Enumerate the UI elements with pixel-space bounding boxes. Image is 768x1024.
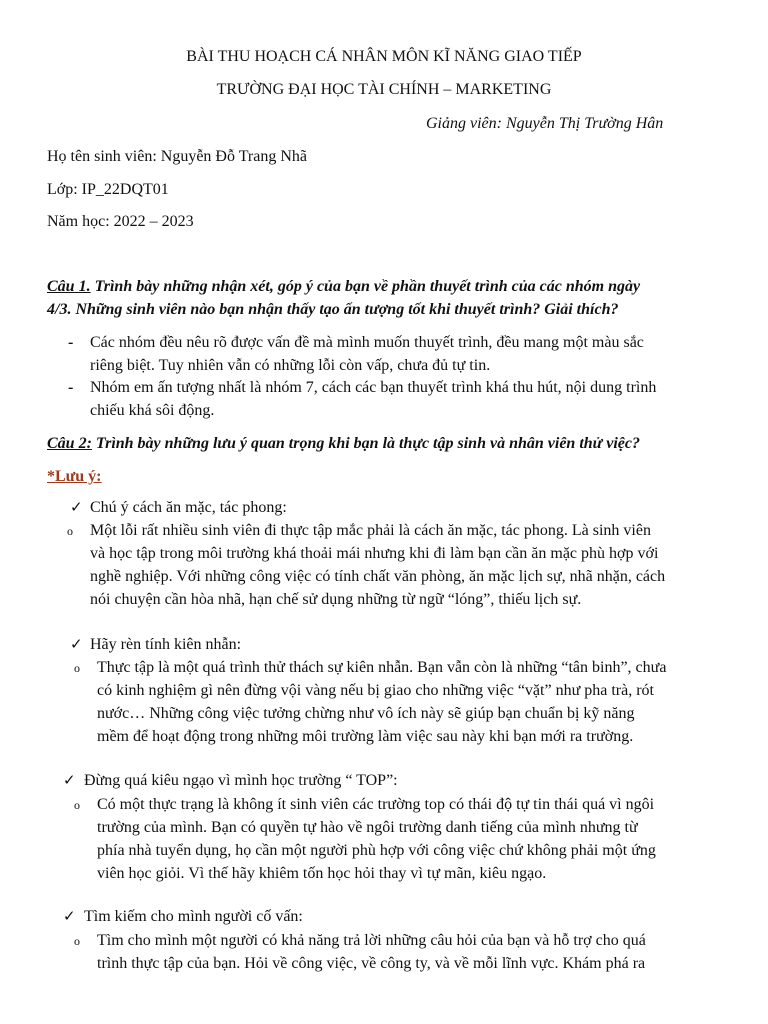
answer-1-bullet-1-line2: riêng biệt. Tuy nhiên vẫn có những lỗi còn vấp, chưa đủ tự tin. bbox=[90, 357, 491, 374]
tip-1-heading: Chú ý cách ăn mặc, tác phong: bbox=[90, 499, 287, 516]
tip-1-line-3: nghề nghiệp. Với những công việc có tính chất văn phòng, ăn mặc lịch sự, nhã nhặn, cách bbox=[90, 568, 666, 585]
answer-1-bullet-1-line1: Các nhóm đều nêu rõ được vấn đề mà mình muốn thuyết trình, đều mang một màu sắc bbox=[90, 334, 644, 351]
question-1-text-line1: Trình bày những nhận xét, góp ý của bạn về phần thuyết trình của các nhóm ngày bbox=[90, 278, 641, 295]
check-icon: ✓ bbox=[63, 909, 76, 925]
tip-1-line-2: và học tập trong môi trường khá thoải mái nhưng khi đi làm bạn cần ăn mặc phù hợp với bbox=[90, 545, 659, 562]
check-icon: ✓ bbox=[70, 500, 83, 516]
circle-bullet-icon: o bbox=[74, 798, 80, 812]
circle-bullet-icon: o bbox=[74, 661, 80, 675]
tip-4-heading: Tìm kiếm cho mình người cố vấn: bbox=[84, 908, 303, 925]
dash-bullet-icon: - bbox=[68, 379, 74, 396]
check-icon: ✓ bbox=[70, 637, 83, 653]
circle-bullet-icon: o bbox=[74, 934, 80, 948]
tip-3-line-2: trường của mình. Bạn có quyền tự hào về ngôi trường danh tiếng của mình nhưng từ bbox=[97, 819, 638, 836]
tip-4-line-2: trình thực tập của bạn. Hỏi về công việc, về công ty, và về mỗi lĩnh vực. Khám phá ra bbox=[97, 955, 646, 972]
question-2-text: Trình bày những lưu ý quan trọng khi bạn là thực tập sinh và nhân viên thử việc? bbox=[91, 435, 640, 452]
tip-3-line-4: viên học giỏi. Vì thế hãy khiêm tốn học hỏi thay vì tự mãn, kiêu ngạo. bbox=[97, 865, 547, 882]
answer-1-bullet-2-line2: chiếu khá sôi động. bbox=[90, 402, 215, 419]
tip-2-heading: Hãy rèn tính kiên nhẫn: bbox=[90, 636, 242, 653]
university-name: TRƯỜNG ĐẠI HỌC TÀI CHÍNH – MARKETING bbox=[216, 81, 552, 98]
dash-bullet-icon: - bbox=[68, 334, 74, 351]
tip-1-line-1: Một lỗi rất nhiều sinh viên đi thực tập mắc phải là cách ăn mặc, tác phong. Là sinh viên bbox=[90, 522, 651, 539]
tip-3-line-1: Có một thực trạng là không ít sinh viên các trường top có thái độ tự tin thái quá vì ngôi bbox=[97, 796, 655, 813]
note-label: *Lưu ý: bbox=[47, 468, 102, 485]
check-icon: ✓ bbox=[63, 773, 76, 789]
tip-4-line-1: Tìm cho mình một người có khả năng trả lời những câu hỏi của bạn và hỗ trợ cho quá bbox=[97, 932, 646, 949]
tip-3-line-3: phía nhà tuyển dụng, họ cần một người phù hợp với công việc chứ không phải một ứng bbox=[97, 842, 656, 859]
lecturer-name: Giảng viên: Nguyễn Thị Trường Hân bbox=[426, 115, 664, 132]
question-1 bbox=[47, 277, 640, 297]
document-title: BÀI THU HOẠCH CÁ NHÂN MÔN KĨ NĂNG GIAO TIẾP bbox=[186, 48, 582, 65]
question-2 bbox=[47, 434, 640, 454]
tip-2-line-4: mềm để hoạt động trong những môi trường làm việc sau này khi bạn mới ra trường. bbox=[97, 728, 634, 745]
circle-bullet-icon: o bbox=[67, 524, 73, 538]
tip-2-line-3: nước… Những công việc tưởng chừng như vô ích này sẽ giúp bạn chuẩn bị kỹ năng bbox=[97, 705, 635, 722]
question-1-text-line2: 4/3. Những sinh viên nào bạn nhận thấy tạo ấn tượng tốt khi thuyết trình? Giải thích? bbox=[47, 301, 619, 318]
tip-2-line-1: Thực tập là một quá trình thử thách sự kiên nhẫn. Bạn vẫn còn là những “tân binh”, chưa bbox=[97, 659, 667, 676]
school-year: Năm học: 2022 – 2023 bbox=[47, 213, 194, 230]
question-1-label: Câu 1. bbox=[47, 278, 91, 295]
tip-1-line-4: nói chuyện cần hòa nhã, hạn chế sử dụng những từ ngữ “lóng”, thiếu lịch sự. bbox=[90, 591, 582, 608]
tip-3-heading: Đừng quá kiêu ngạo vì mình học trường “ TOP”: bbox=[84, 772, 398, 789]
tip-2-line-2: có kinh nghiệm gì nên đừng vội vàng nếu bị giao cho những việc “vặt” như pha trà, rót bbox=[97, 682, 654, 699]
question-2-label: Câu 2: bbox=[47, 435, 92, 452]
student-class: Lớp: IP_22DQT01 bbox=[47, 181, 169, 198]
answer-1-bullet-2-line1: Nhóm em ấn tượng nhất là nhóm 7, cách các bạn thuyết trình khá thu hút, nội dung trình bbox=[90, 379, 657, 396]
student-name: Họ tên sinh viên: Nguyễn Đỗ Trang Nhã bbox=[47, 148, 307, 165]
